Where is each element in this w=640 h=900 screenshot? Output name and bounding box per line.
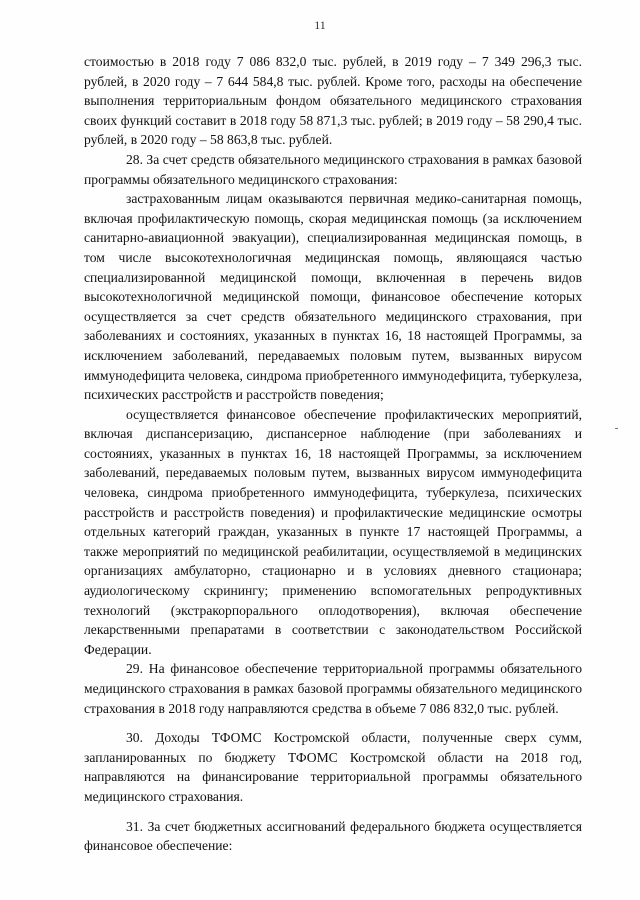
paragraph-continuation: стоимостью в 2018 году 7 086 832,0 тыс. рублей, в 2019 году – 7 349 296,3 тыс. рублей, в 2020 году – 7 644 584,8 тыс. рублей. Кроме того, расходы на обеспечение выполнения территориальным фондом обязательного медицинского страхования своих функций составит в 2018 году 58 871,3 тыс. рублей; в 2019 году – 58 290,4 тыс. рублей, в 2020 году – 58 863,8 тыс. рублей. [84,54,582,148]
paragraph-30: 30. Доходы ТФОМС Костромской области, полученные сверх сумм, запланированных по бюджету ТФОМС Костромской области на 2018 год, направляются на финансирование территориальной программы обязательного медицинского страхования. [84,730,582,804]
paragraph-insured-care: застрахованным лицам оказываются первичная медико-санитарная помощь, включая профилактическую помощь, скорая медицинская помощь (за исключением санитарно-авиационной эвакуации), специализированная медицинская помощь, в том числе высокотехнологичная медицинская помощь, являющаяся частью специализированной медицинской помощи, включенная в перечень видов высокотехнологичной медицинской помощи, финансовое обеспечение которых осуществляется за счет средств обязательного медицинского страхования, при заболеваниях и состояниях, указанных в пунктах 16, 18 настоящей Программы, за исключением заболеваний, передаваемых половым путем, вызванных вирусом иммунодефицита человека, синдрома приобретенного иммунодефицита, туберкулеза, психических расстройств и расстройств поведения; [84,191,582,403]
paragraph-preventive-funding: осуществляется финансовое обеспечение профилактических мероприятий, включая диспансеризацию, диспансерное наблюдение (при заболеваниях и состояниях, указанных в пунктах 16, 18 настоящей Программы, за исключением заболеваний, передаваемых половым путем, вызванных вирусом иммунодефицита человека, синдрома приобретенного иммунодефицита, туберкулеза, психических расстройств и расстройств поведения) и профилактические медицинские осмотры отдельных категорий граждан, указанных в пункте 17 настоящей Программы, а также мероприятий по медицинской реабилитации, осуществляемой в медицинских организациях амбулаторно, стационарно и в условиях дневного стационара; аудиологическому скринингу; применению вспомогательных репродуктивных технологий (экстракорпорального оплодотворения), включая обеспечение лекарственными препаратами в соответствии с законодательством Российской Федерации. [84,406,582,657]
page-number: 11 [314,18,326,32]
paragraph-28: 28. За счет средств обязательного медицинского страхования в рамках базовой программы обязательного медицинского страхования: [84,151,582,187]
paragraph-31: 31. За счет бюджетных ассигнований федерального бюджета осуществляется финансовое обеспечение: [84,818,582,854]
scan-mark [615,428,618,429]
paragraph-29: 29. На финансовое обеспечение территориальной программы обязательного медицинского страхования в рамках базовой программы обязательного медицинского страхования в 2018 году направляются средства в объеме 7 086 832,0 тыс. рублей. [84,661,582,716]
document-body [84,52,582,856]
